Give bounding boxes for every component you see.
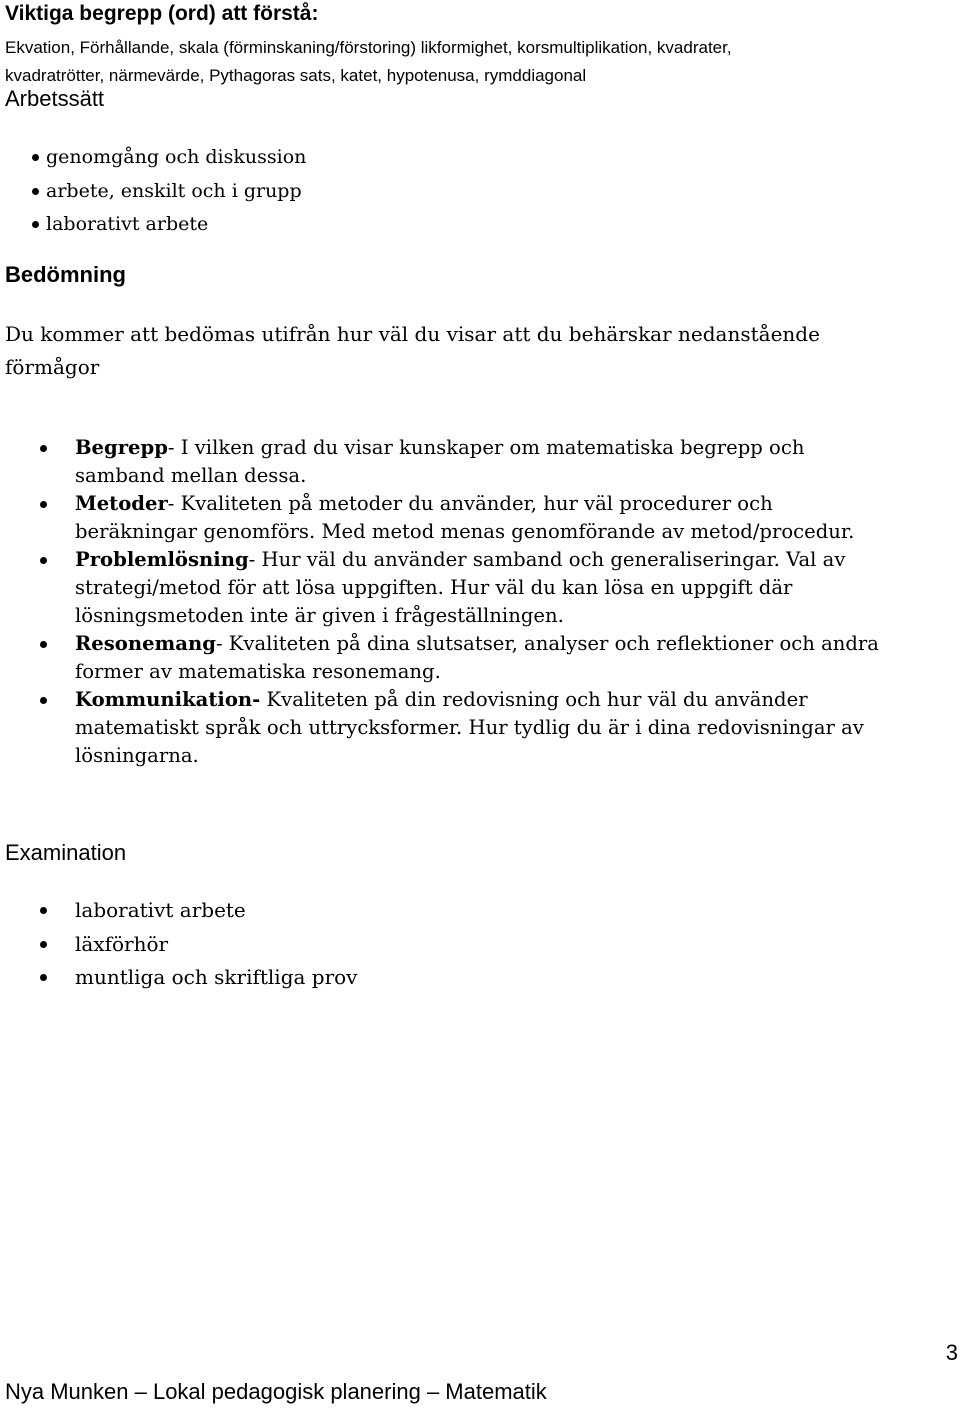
terms-list — [5, 34, 732, 89]
bullet-icon — [32, 188, 39, 195]
heading-examination: Examination — [5, 840, 127, 865]
formagor-list — [0, 434, 960, 770]
bullet-icon — [40, 501, 47, 508]
list-item — [0, 630, 895, 686]
list-item — [0, 686, 895, 770]
formaga-text: - Kvaliteten på metoder du använder, hur väl procedurer och beräkningar genomförs. Med metod menas genomförande av metod/procedur. — [75, 492, 855, 543]
terms-line-1: Ekvation, Förhållande, skala (förminskaning/förstoring) likformighet, korsmultiplikation, kvadrater, — [5, 38, 732, 57]
formaga-text: - Hur väl du använder samband och generaliseringar. Val av strategi/metod för att lösa uppgiften. Hur väl du kan lösa en uppgift där lösningsmetoden inte är given i frågeställningen. — [75, 548, 846, 627]
bullet-icon — [40, 557, 47, 564]
bullet-icon — [40, 974, 47, 981]
page-number: 3 — [945, 1340, 958, 1365]
heading-arbetssatt: Arbetssätt — [5, 86, 105, 111]
formaga-text: Kvaliteten på din redovisning och hur väl du använder matematiskt språk och uttrycksformer. Hur tydlig du är i dina redovisningar av lösningarna. — [75, 688, 864, 767]
bullet-icon — [32, 154, 39, 161]
formaga-term: Metoder — [75, 492, 168, 515]
heading-viktiga-begrepp: Viktiga begrepp (ord) att förstå: — [5, 2, 319, 25]
bullet-icon — [32, 221, 39, 228]
formaga-term: Kommunikation- — [75, 688, 261, 711]
bullet-icon — [40, 941, 47, 948]
heading-bedomning: Bedömning — [5, 262, 126, 287]
list-item — [0, 434, 895, 490]
formaga-text: - Kvaliteten på dina slutsatser, analyser och reflektioner och andra former av matematiska resonemang. — [75, 632, 879, 683]
formaga-term: Resonemang — [75, 632, 216, 655]
bullet-icon — [40, 445, 47, 452]
bedomning-intro: Du kommer att bedömas utifrån hur väl du visar att du behärskar nedanstående förmågor — [5, 322, 820, 379]
formaga-term: Begrepp — [75, 436, 168, 459]
formaga-term: Problemlösning — [75, 548, 249, 571]
bullet-icon — [40, 907, 47, 914]
page-footer: Nya Munken – Lokal pedagogisk planering – Matematik — [5, 1379, 547, 1404]
bullet-icon — [40, 641, 47, 648]
list-item — [0, 490, 895, 546]
formaga-text: - I vilken grad du visar kunskaper om matematiska begrepp och samband mellan dessa. — [75, 436, 805, 487]
list-item — [0, 546, 895, 630]
bullet-icon — [40, 697, 47, 704]
terms-line-2: kvadratrötter, närmevärde, Pythagoras sats, katet, hypotenusa, rymddiagonal — [5, 65, 587, 85]
